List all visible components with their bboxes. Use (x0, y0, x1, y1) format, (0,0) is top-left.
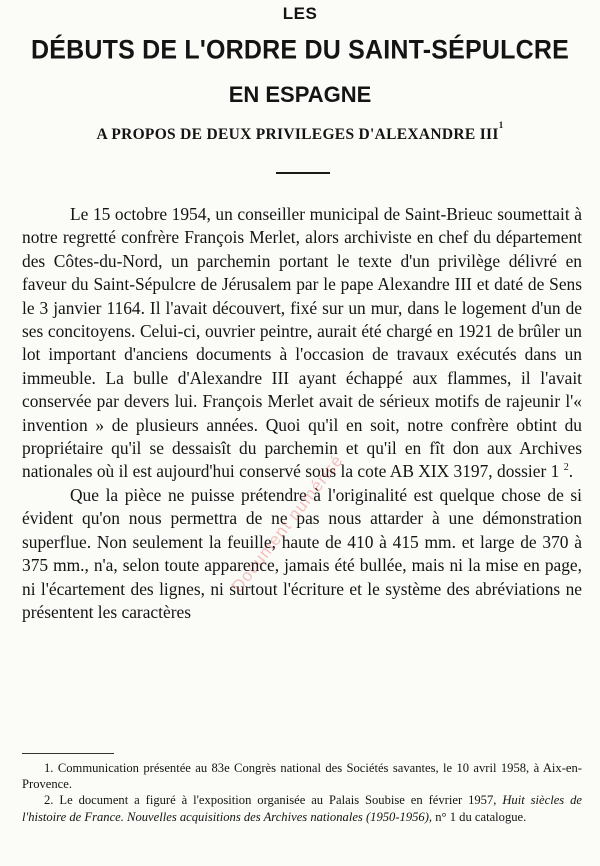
paragraph-1 (22, 203, 582, 484)
watermark: Document numérisé (227, 450, 348, 596)
footnote-2-marker: 2. (44, 793, 54, 808)
footnote-ref-1[interactable]: 1 (498, 120, 504, 130)
article-subtitle: EN ESPAGNE (228, 82, 372, 107)
footnote-2-citation: Huit siècles de l'histoire de France. Nouvelles acquisitions des Archives nationales (1950-1956), (22, 793, 582, 824)
footnote-1-marker: 1. (44, 761, 54, 775)
footnote-1-text: Communication présentée au 83e Congrès national des Sociétés savantes, le 10 avril 1958, à Aix-en-Provence. (22, 761, 582, 792)
topic-text: A PROPOS DE DEUX PRIVILEGES D'ALEXANDRE III (96, 126, 499, 144)
footnote-2-text: Le document a figuré à l'exposition organisée au Palais Soubise en février 1957, (59, 793, 497, 808)
article-topic (0, 120, 600, 144)
footnote-1 (22, 760, 582, 792)
footnote-ref-2[interactable]: 2 (563, 462, 569, 474)
article-body (22, 203, 582, 624)
paragraph-2: Que la pièce ne puisse prétendre à l'originalité est quelque chose de si évident qu'on nous permettra de ne pas nous attarder à une démonstration superflue. Non seulement la feuille, haute de 410 à 415 mm. et large de 370 à 375 mm., n'a, selon toute apparence, jamais été bullée, mais ni la mise en page, ni l'écartement des lignes, ni surtout l'écriture et le système des abréviations ne présentent les caractères (22, 484, 582, 622)
footnote-2 (22, 792, 582, 824)
article-title: DÉBUTS DE L'ORDRE DU SAINT-SÉPULCRE (31, 34, 569, 66)
pre-title: LES (282, 4, 318, 23)
footnote-2-end: n° 1 du catalogue. (435, 809, 527, 824)
paragraph-1-end: . (568, 461, 574, 482)
paragraph-1-text: Le 15 octobre 1954, un conseiller municipal de Saint-Brieuc soumettait à notre regretté confrère François Merlet, alors archiviste en chef du département des Côtes-du-Nord, un parchemin portant le texte d'un privilège délivré en faveur du Saint-Sépulcre de Jérusalem par le pape Alexandre III et daté de Sens le 3 janvier 1164. Il l'avait découvert, fixé sur un mur, dans le logement d'un de ses concitoyens. Celui-ci, ouvrier peintre, aurait été chargé en 1921 de brûler un lot important d'anciens documents à l'occasion de travaux exécutés dans un immeuble. La bulle d'Alexandre III ayant échappé aux flammes, il l'avait conservée par devers lui. François Merlet avait de sérieux motifs de rajeunir l'« invention » de plusieurs années. Quoi qu'il en soit, notre confrère obtint du propriétaire qu'il se dessaisît du parchemin et qu'il en fît don aux Archives nationales où il est aujourd'hui conservé sous la cote AB XIX 3197, dossier 1 (22, 204, 582, 482)
footnotes (22, 760, 582, 825)
footnote-separator (22, 753, 114, 754)
title-separator (276, 172, 330, 174)
